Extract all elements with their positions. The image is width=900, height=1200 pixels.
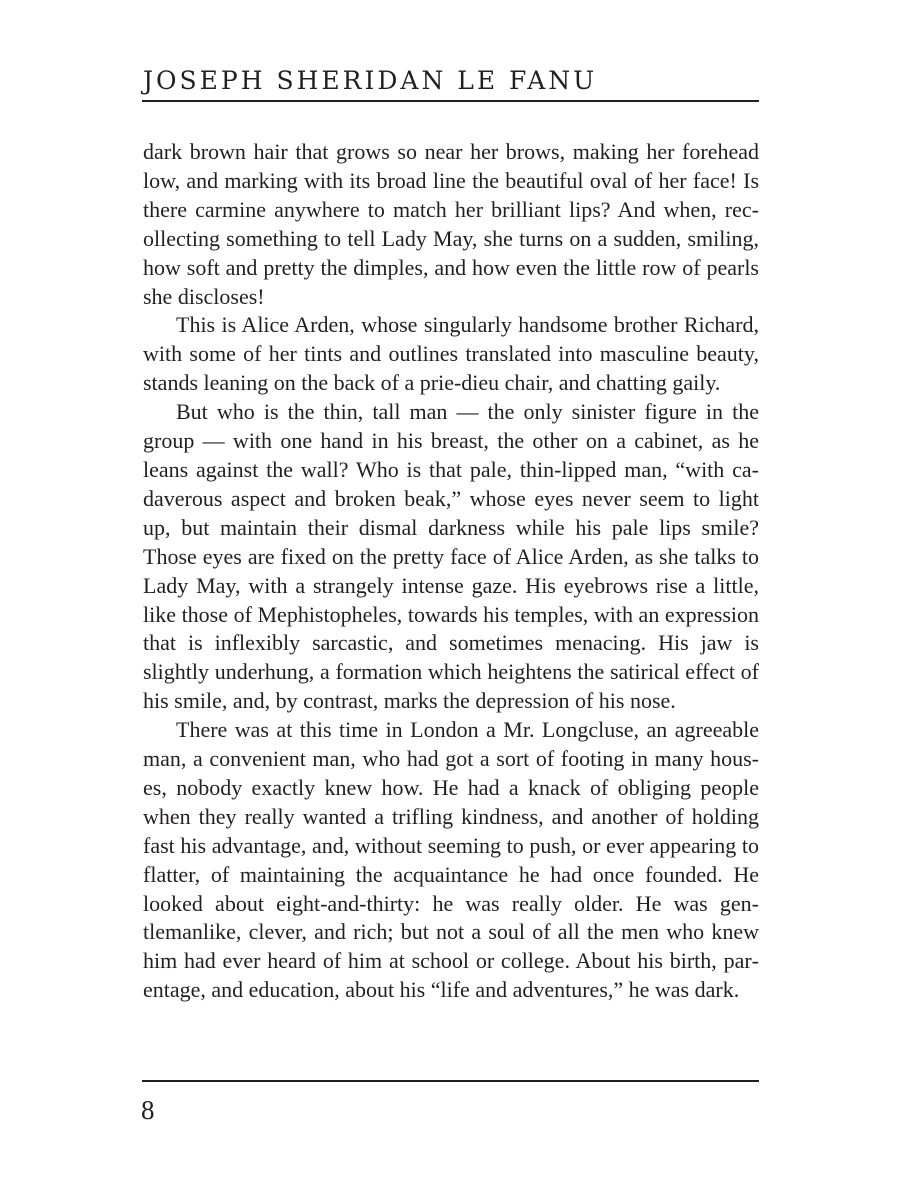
paragraph-thin-tall-man: But who is the thin, tall man — the only sinister figure in the group — with one hand in his breast, the other on a cabinet, as he leans against the wall? Who is that pale, thin-lipped man, “with cadaverous aspect and broken beak,” whose eyes never seem to light up, but maintain their dismal darkness while his pale lips smile? Those eyes are fixed on the pretty face of Alice Arden, as she talks to Lady May, with a strangely intense gaze. His eyebrows rise a little, like those of Mephistopheles, towards his temples, with an expression that is inflexibly sarcastic, and sometimes menacing. His jaw is slightly underhung, a formation which heightens the satirical effect of his smile, and, by contrast, marks the depression of his nose. xyxy=(143,399,759,714)
header-rule xyxy=(142,100,759,102)
footer-rule xyxy=(142,1080,759,1082)
body-text xyxy=(143,138,759,1005)
page-number: 8 xyxy=(141,1095,155,1125)
running-head: JOSEPH SHERIDAN LE FANU xyxy=(143,66,598,95)
paragraph-continuation: dark brown hair that grows so near her brows, making her forehead low, and marking with its broad line the beautiful oval of her face! Is there carmine anywhere to match her brilliant lips? And when, recollecting something to tell Lady May, she turns on a sudden, smiling, how soft and pretty the dimples, and how even the little row of pearls she discloses! xyxy=(143,139,759,309)
paragraph-mr-longcluse: There was at this time in London a Mr. Longcluse, an agreeable man, a convenient man, who had got a sort of footing in many houses, nobody exactly knew how. He had a knack of obliging people when they really wanted a trifling kindness, and another of holding fast his advantage, and, without seeming to push, or ever appearing to flatter, of maintaining the acquaintance he had once founded. He looked about eight-and-thirty: he was really older. He was gentlemanlike, clever, and rich; but not a soul of all the men who knew him had ever heard of him at school or college. About his birth, parentage, and education, about his “life and adventures,” he was dark. xyxy=(143,717,759,1003)
paragraph-alice-arden: This is Alice Arden, whose singularly handsome brother Richard, with some of her tints and outlines translated into masculine beauty, stands leaning on the back of a prie-dieu chair, and chatting gaily. xyxy=(143,312,759,396)
